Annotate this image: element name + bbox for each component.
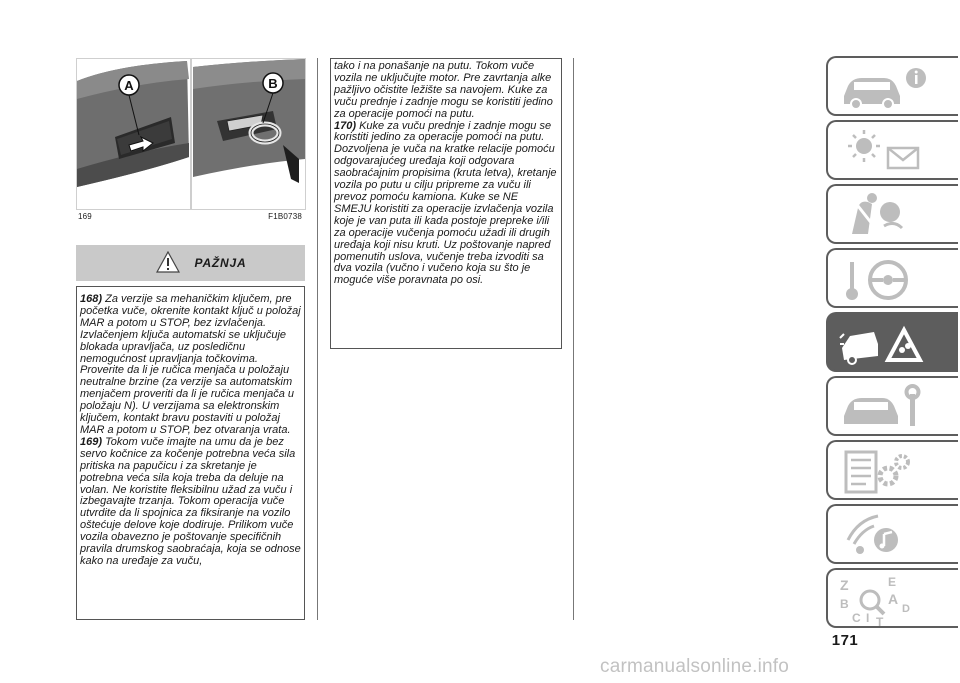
index-letter: E (888, 575, 897, 589)
index-letter: Z (840, 577, 849, 593)
towing-eye-cover-illustration (77, 59, 305, 209)
column-divider (573, 58, 574, 620)
figure-169 (76, 58, 306, 210)
note-number: 169) (80, 435, 103, 448)
note-text: Kuke za vuču prednje i zadnje mogu se koristiti jedino za operacije pomoći na putu. Dozvoljena je vuča na kratke relacije pomoću odgovarajućeg uređaja koji odgovara saobraćajnim propisima (kruta letva), kretanje vozila po putu u cilju pripreme za vuču ili prevoz pomoću kamiona. Kuke se NE SMEJU koristiti za operacije izvlačenja vozila koje je van puta ili kada postoje prepreke i/ili za operacije vučenja pomoću užadi ili drugih uređaja koji nisu kruti. Uz poštovanje napred pomenutih uslova, vučenje treba izvoditi sa dva vozila (vučno i vučeno koja su što je moguće više poravnata po osi. (334, 119, 557, 287)
tab-alphabetical-index[interactable] (826, 568, 958, 628)
callout-a: A (124, 78, 134, 93)
note-text: Za verzije sa mehaničkim ključem, pre početka vuče, okrenite kontakt ključ u položaj MAR a potom u STOP, bez izvlačenja. Izvlačenjem ključa automatski se uključuje blokada upravljača, uz posledičnu nemogućnost upravljanja točkovima. Proverite da li je ručica menjača u položaju neutralne brzine (za verzije sa automatskim menjačem proveriti da li je ručica menjača u položaju N). U verzijama sa elektronskim ključem, kontakt bravu postaviti u položaj MAR a potom u STOP, bez otvaranja vrata. (80, 293, 301, 436)
alphabetical-index-icon (838, 574, 948, 626)
figure-caption (76, 212, 304, 224)
note-170 (334, 121, 558, 288)
tab-emergency[interactable] (826, 312, 958, 372)
multimedia-icon (838, 510, 948, 562)
panel-a (77, 61, 189, 187)
seatbelt-airbag-icon (838, 190, 948, 242)
note-169 (80, 437, 301, 568)
note-number: 168) (80, 293, 103, 305)
figure-code: F1B0738 (268, 212, 302, 221)
tab-safety[interactable] (826, 184, 958, 244)
index-letter: A (888, 591, 899, 607)
index-letter: C (852, 611, 861, 625)
tab-starting-driving[interactable] (826, 248, 958, 308)
car-maintenance-icon (838, 382, 948, 434)
tab-maintenance[interactable] (826, 376, 958, 436)
lights-message-icon (838, 126, 948, 178)
figure-number: 169 (78, 212, 92, 221)
car-info-icon (838, 62, 948, 114)
warning-header (76, 245, 305, 281)
warning-title: PAŽNJA (194, 256, 247, 270)
column-divider (317, 58, 318, 620)
callout-b: B (268, 76, 278, 91)
car-breakdown-warning-icon (838, 318, 948, 370)
key-steering-wheel-icon (838, 254, 948, 306)
note-number: 170) (334, 119, 357, 132)
warning-box-left (76, 286, 305, 620)
panel-b (193, 59, 305, 183)
page-number: 171 (831, 632, 859, 649)
index-letter: D (902, 603, 910, 615)
tab-car-info[interactable] (826, 56, 958, 116)
technical-data-icon (838, 446, 948, 498)
index-letter: T (876, 615, 884, 626)
note-168 (80, 294, 301, 437)
note-169-continued: tako i na ponašanje na putu. Tokom vuče vozila ne uključujte motor. Pre zavrtanja alke pažljivo očistite ležište sa navojem. Kuke za vuču prednje i zadnje mogu se koristiti jedino za operacije pomoći na putu. (334, 60, 553, 120)
tab-technical-data[interactable] (826, 440, 958, 500)
warning-box-right (330, 58, 562, 349)
note-text: Tokom vuče imajte na umu da je bez servo kočnice za kočenje potrebna veća sila pritiska na papučicu i za skretanje je potrebna veća sila koja treba da deluje na volan. Ne koristite fleksibilnu užad za vuču i izbegavajte trzanja. Tokom operacija vuče utvrdite da li spojnica za fiksiranje na vozilo oštećuje delove koje dodiruje. Prilikom vuče vozila obavezno je poštovanje specifičnih pravila drumskog saobraćaja, koja se odnose kako na uređaje za vuču, (80, 435, 301, 567)
index-letter: I (866, 611, 870, 625)
tab-lights-messages[interactable] (826, 120, 958, 180)
tab-multimedia[interactable] (826, 504, 958, 564)
watermark: carmanualsonline.info (600, 656, 790, 677)
index-letter: B (840, 597, 849, 611)
